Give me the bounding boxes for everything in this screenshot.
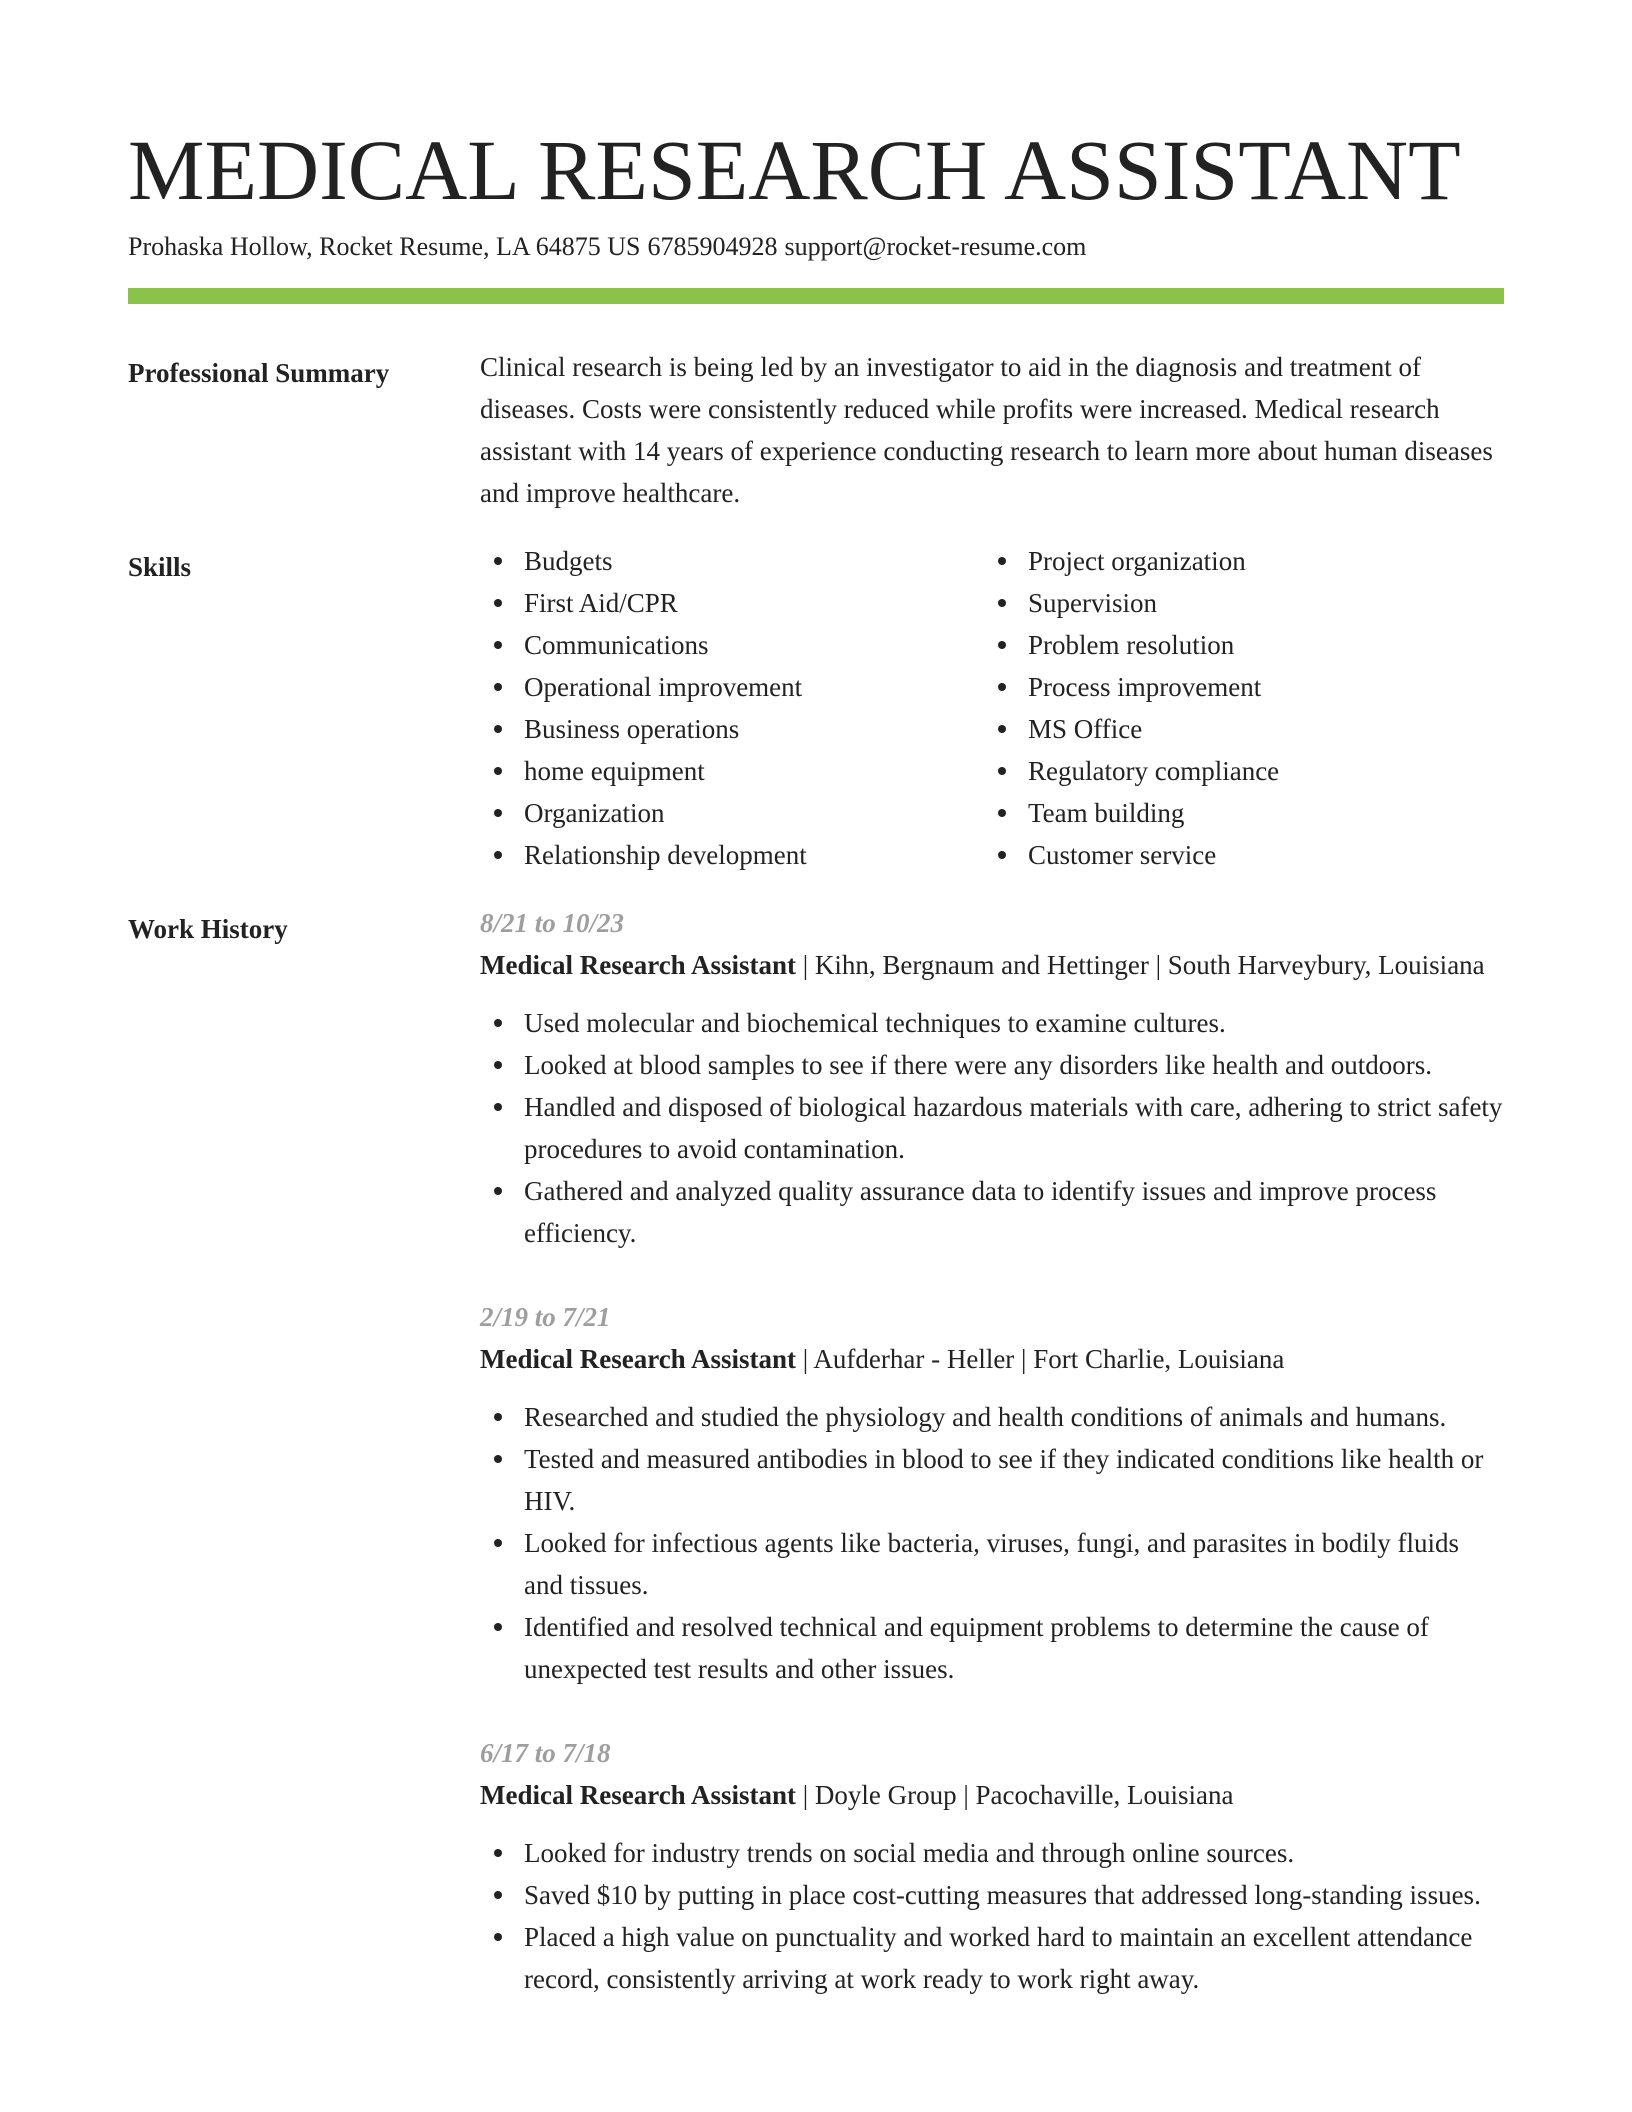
skill-item: Organization	[480, 792, 984, 834]
skills-heading: Skills	[128, 552, 192, 582]
skills-list	[480, 540, 1504, 876]
job-bullet: Tested and measured antibodies in blood to see if they indicated conditions like health or HIV.	[480, 1438, 1504, 1522]
skill-item: Regulatory compliance	[984, 750, 1504, 792]
job-entry	[480, 1296, 1504, 1690]
job-details: | Kihn, Bergnaum and Hettinger | South Harveybury, Louisiana	[795, 950, 1485, 980]
job-bullet: Placed a high value on punctuality and worked hard to maintain an excellent attendance record, consistently arriving at work ready to work right away.	[480, 1916, 1504, 2000]
skill-item: MS Office	[984, 708, 1504, 750]
job-dates: 8/21 to 10/23	[480, 908, 625, 938]
job-dates: 2/19 to 7/21	[480, 1302, 611, 1332]
job-title: Medical Research Assistant	[480, 1780, 796, 1810]
job-title: Medical Research Assistant	[480, 1344, 796, 1374]
job-bullets	[480, 1832, 1504, 2000]
skill-item: Relationship development	[480, 834, 984, 876]
summary-heading: Professional Summary	[128, 358, 390, 388]
skill-item: home equipment	[480, 750, 984, 792]
skill-item: Supervision	[984, 582, 1504, 624]
skill-item: Team building	[984, 792, 1504, 834]
summary-section	[128, 352, 1504, 514]
job-dates: 6/17 to 7/18	[480, 1738, 611, 1768]
work-heading: Work History	[128, 914, 288, 944]
job-entry	[480, 902, 1504, 1254]
job-details: | Aufderhar - Heller | Fort Charlie, Louisiana	[795, 1344, 1285, 1374]
skill-item: First Aid/CPR	[480, 582, 984, 624]
skill-item: Communications	[480, 624, 984, 666]
summary-text: Clinical research is being led by an investigator to aid in the diagnosis and treatment of diseases. Costs were consistently reduced while profits were increased. Medical research assistant with 14 years of experience conducting research to learn more about human diseases and improve healthcare.	[480, 352, 1493, 508]
job-bullet: Handled and disposed of biological hazardous materials with care, adhering to strict safety procedures to avoid contamination.	[480, 1086, 1504, 1170]
skills-column-1	[480, 540, 984, 876]
header-divider	[128, 288, 1504, 304]
job-bullet: Researched and studied the physiology and health conditions of animals and humans.	[480, 1396, 1504, 1438]
contact-email: support@rocket-resume.com	[784, 232, 1087, 261]
work-section	[128, 908, 1504, 2000]
job-bullets	[480, 1002, 1504, 1254]
resume-page	[128, 118, 1504, 2000]
skills-column-2	[984, 540, 1504, 876]
job-bullet: Looked at blood samples to see if there were any disorders like health and outdoors.	[480, 1044, 1504, 1086]
job-bullet: Gathered and analyzed quality assurance data to identify issues and improve process efficiency.	[480, 1170, 1504, 1254]
job-bullet: Looked for infectious agents like bacteria, viruses, fungi, and parasites in bodily fluids and tissues.	[480, 1522, 1504, 1606]
skill-item: Problem resolution	[984, 624, 1504, 666]
job-bullet: Looked for industry trends on social media and through online sources.	[480, 1832, 1504, 1874]
job-heading	[480, 1338, 1504, 1380]
job-bullets	[480, 1396, 1504, 1690]
skill-item: Customer service	[984, 834, 1504, 876]
contact-address: Prohaska Hollow, Rocket Resume, LA 64875 US	[128, 232, 641, 261]
job-bullet: Used molecular and biochemical techniques to examine cultures.	[480, 1002, 1504, 1044]
skill-item: Process improvement	[984, 666, 1504, 708]
job-details: | Doyle Group | Pacochaville, Louisiana	[795, 1780, 1234, 1810]
contact-line	[128, 230, 1504, 264]
job-bullet: Identified and resolved technical and equipment problems to determine the cause of unexpected test results and other issues.	[480, 1606, 1504, 1690]
job-entry	[480, 1732, 1504, 2000]
skill-item: Operational improvement	[480, 666, 984, 708]
skill-item: Budgets	[480, 540, 984, 582]
skills-section	[128, 546, 1504, 876]
resume-name: MEDICAL RESEARCH ASSISTANT	[128, 122, 1461, 218]
job-bullet: Saved $10 by putting in place cost-cutting measures that addressed long-standing issues.	[480, 1874, 1504, 1916]
skill-item: Project organization	[984, 540, 1504, 582]
job-title: Medical Research Assistant	[480, 950, 796, 980]
job-heading	[480, 944, 1504, 986]
contact-phone: 6785904928	[647, 232, 778, 261]
skill-item: Business operations	[480, 708, 984, 750]
job-heading	[480, 1774, 1504, 1816]
